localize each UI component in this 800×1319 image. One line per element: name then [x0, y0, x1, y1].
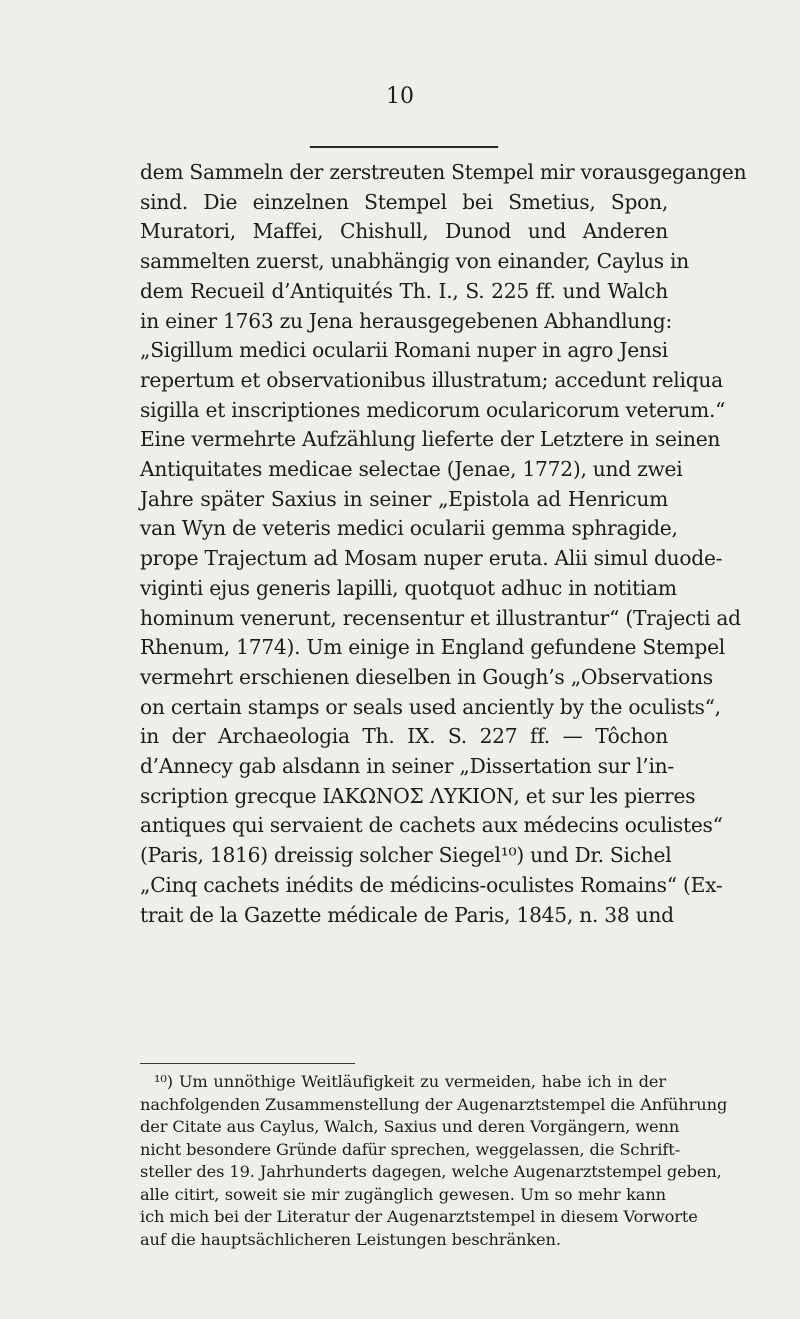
footnote-rule: [140, 1063, 355, 1064]
text-line: hominum venerunt, recensentur et illustrantur“ (Trajecti ad: [140, 605, 741, 630]
footnote-line: nicht besondere Gründe dafür sprechen, weggelassen, die Schrift-: [140, 1139, 681, 1159]
header-rule: [310, 146, 498, 148]
footnote-line: alle citirt, soweit sie mir zugänglich gewesen. Um so mehr kann: [140, 1184, 666, 1204]
text-line: sammelten zuerst, unabhängig von einander, Caylus in: [140, 249, 689, 274]
text-line: Jahre später Saxius in seiner „Epistola ad Henricum: [140, 486, 668, 511]
text-line: Muratori, Maffei, Chishull, Dunod und Anderen: [140, 219, 668, 244]
footnote-line: auf die hauptsächlicheren Leistungen beschränken.: [140, 1229, 561, 1249]
text-line: scription grecque ΙΑΚΩΝΟΣ ΛΥΚΙΟΝ, et sur les pierres: [140, 783, 696, 808]
footnote-line: nachfolgenden Zusammenstellung der Augenarztstempel die Anführung: [140, 1094, 728, 1114]
text-line: viginti ejus generis lapilli, quotquot adhuc in notitiam: [140, 575, 677, 600]
text-line: dem Sammeln der zerstreuten Stempel mir vorausgegangen: [140, 160, 747, 184]
text-line: d’Annecy gab alsdann in seiner „Dissertation sur l’in-: [140, 754, 674, 779]
main-text: [140, 158, 747, 930]
text-line: Antiquitates medicae selectae (Jenae, 1772), und zwei: [140, 457, 683, 482]
text-line: antiques qui servaient de cachets aux médecins oculistes“: [140, 813, 723, 838]
text-line: repertum et observationibus illustratum; accedunt reliqua: [140, 367, 723, 392]
page-number: 10: [386, 84, 414, 109]
text-line: sind. Die einzelnen Stempel bei Smetius, Spon,: [140, 189, 668, 214]
text-line: „Sigillum medici ocularii Romani nuper in agro Jensi: [140, 338, 668, 363]
text-line: in einer 1763 zu Jena herausgegebenen Abhandlung:: [140, 308, 673, 333]
text-line: Eine vermehrte Aufzählung lieferte der Letztere in seinen: [140, 427, 721, 452]
text-line: sigilla et inscriptiones medicorum ocularicorum veterum.“: [140, 397, 726, 422]
text-line: in der Archaeologia Th. IX. S. 227 ff. — Tôchon: [140, 724, 668, 749]
footnote-line: ¹⁰) Um unnöthige Weitläufigkeit zu vermeiden, habe ich in der: [154, 1072, 666, 1091]
text-line: (Paris, 1816) dreissig solcher Siegel¹⁰) und Dr. Sichel: [140, 843, 672, 868]
text-line: Rhenum, 1774). Um einige in England gefundene Stempel: [140, 635, 725, 660]
text-line: on certain stamps or seals used anciently by the oculists“,: [140, 694, 721, 719]
footnote: [140, 1071, 728, 1251]
text-line: vermehrt erschienen dieselben in Gough’s „Observations: [140, 664, 713, 689]
text-line: prope Trajectum ad Mosam nuper eruta. Alii simul duode-: [140, 546, 723, 571]
text-line: dem Recueil d’Antiquités Th. I., S. 225 ff. und Walch: [140, 278, 668, 303]
footnote-line: der Citate aus Caylus, Walch, Saxius und deren Vorgängern, wenn: [140, 1117, 680, 1136]
text-line: trait de la Gazette médicale de Paris, 1845, n. 38 und: [140, 902, 674, 927]
footnote-line: steller des 19. Jahrhunderts dagegen, welche Augenarztstempel geben,: [140, 1162, 722, 1181]
footnote-line: ich mich bei der Literatur der Augenarztstempel in diesem Vorworte: [140, 1207, 698, 1226]
text-line: „Cinq cachets inédits de médicins-oculistes Romains“ (Ex-: [140, 872, 723, 897]
text-line: van Wyn de veteris medici ocularii gemma sphragide,: [140, 516, 678, 541]
